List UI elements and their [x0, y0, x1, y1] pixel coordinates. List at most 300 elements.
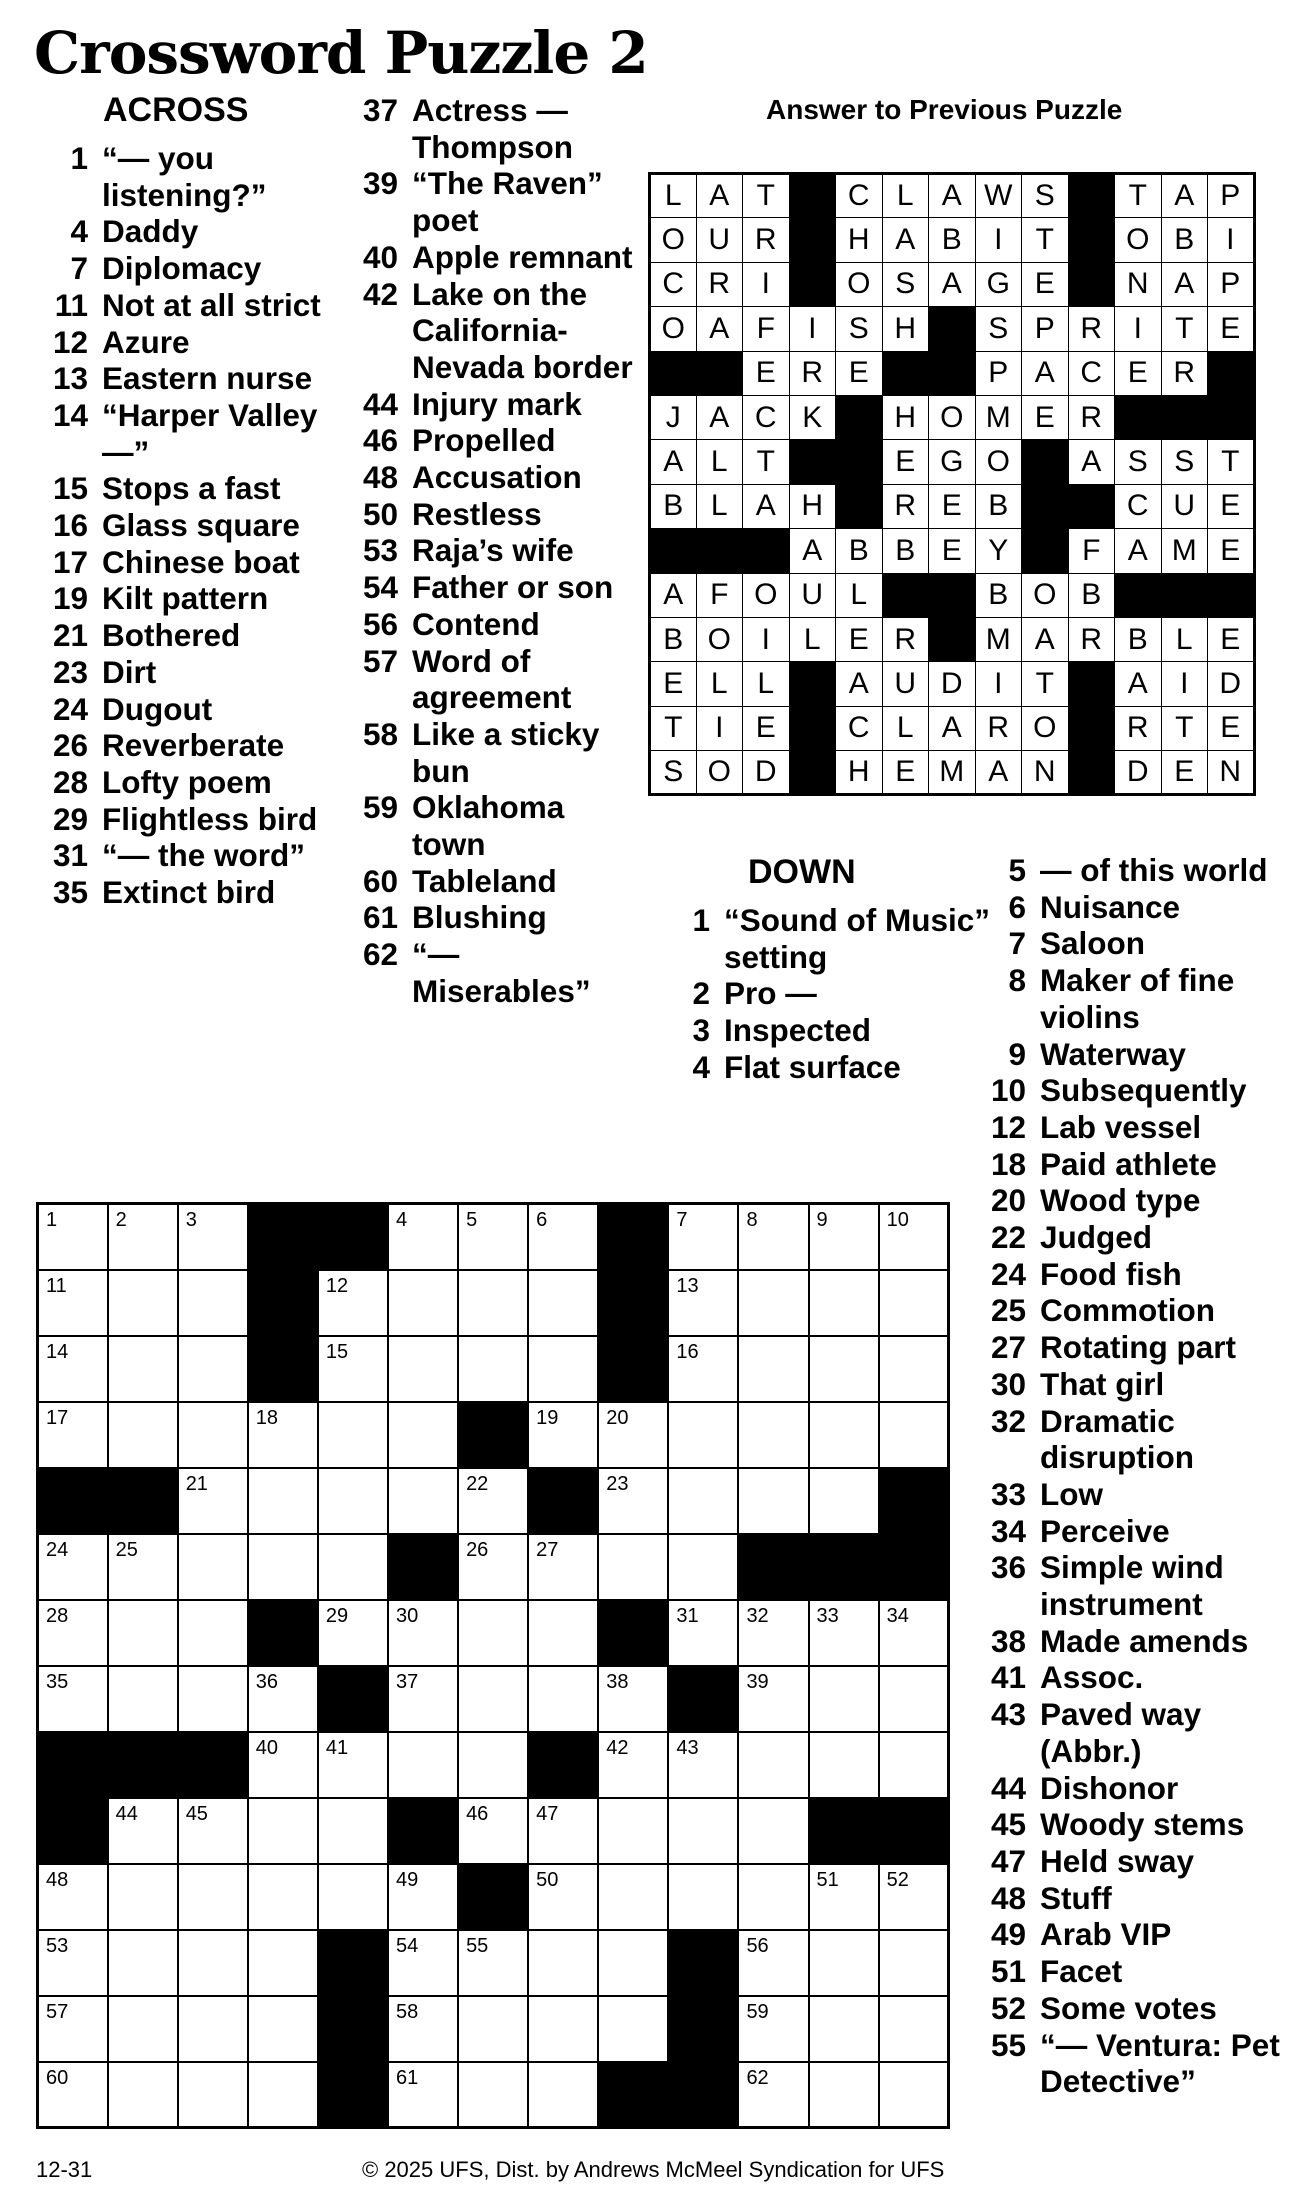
answer-cell: G [929, 440, 976, 484]
down-clue [976, 1146, 1296, 1183]
answer-cell: T [1022, 662, 1069, 706]
grid-cell[interactable] [38, 1930, 108, 1996]
grid-cell[interactable] [248, 1534, 318, 1600]
cell-number: 35 [46, 1670, 69, 1693]
grid-cell[interactable] [458, 1600, 528, 1666]
grid-cell[interactable] [458, 1204, 528, 1270]
clue-number: 48 [990, 1879, 1026, 1916]
grid-cell[interactable] [108, 1336, 178, 1402]
grid-cell[interactable] [388, 1600, 458, 1666]
grid-cell[interactable] [38, 1402, 108, 1468]
cell-number: 54 [395, 1934, 419, 1957]
answer-cell: S [836, 307, 883, 351]
cell-number: 33 [816, 1604, 839, 1627]
answer-black-square [743, 529, 790, 573]
grid-cell[interactable] [879, 1732, 949, 1798]
cell-number: 55 [466, 1934, 489, 1957]
grid-cell[interactable] [809, 1666, 879, 1732]
grid-cell[interactable] [38, 1600, 108, 1666]
grid-cell[interactable] [318, 1336, 388, 1402]
clue-number: 35 [52, 874, 88, 911]
answer-cell: P [975, 351, 1022, 395]
across-clue [346, 569, 646, 606]
down-clue [660, 1049, 990, 1086]
answer-cell: B [975, 484, 1022, 528]
grid-cell[interactable] [178, 1534, 248, 1600]
black-square [318, 1930, 388, 1996]
clue-text: Flat surface [724, 1048, 901, 1085]
grid-cell[interactable] [388, 1468, 458, 1534]
grid-cell[interactable] [248, 1402, 318, 1468]
grid-cell[interactable] [178, 1468, 248, 1534]
cell-number: 28 [46, 1604, 69, 1627]
grid-cell[interactable] [879, 1204, 949, 1270]
clue-text: Blushing [412, 899, 547, 936]
down-clue [976, 962, 1296, 1035]
grid-cell[interactable] [248, 2062, 318, 2128]
grid-cell[interactable] [178, 1402, 248, 1468]
grid-cell[interactable] [738, 1732, 808, 1798]
clue-text: Accusation [412, 459, 582, 496]
grid-cell[interactable] [598, 1864, 668, 1930]
clue-text: Woody stems [1040, 1806, 1245, 1843]
grid-cell[interactable] [108, 1930, 178, 1996]
across-clue [346, 532, 646, 569]
grid-cell[interactable] [809, 2062, 879, 2128]
cell-number: 2 [115, 1209, 127, 1231]
black-square [598, 2062, 668, 2128]
black-square [879, 1468, 949, 1534]
answer-cell: P [1022, 307, 1069, 351]
grid-cell[interactable] [38, 1270, 108, 1336]
clue-number: 59 [362, 789, 398, 826]
black-square [598, 1600, 668, 1666]
grid-cell[interactable] [248, 1798, 318, 1864]
page-title: Crossword Puzzle 2 [34, 19, 648, 87]
grid-cell[interactable] [178, 1930, 248, 1996]
grid-cell[interactable] [248, 1732, 318, 1798]
black-square [248, 1270, 318, 1336]
across-clue [346, 165, 646, 238]
answer-cell: O [929, 395, 976, 439]
grid-cell[interactable] [388, 1204, 458, 1270]
cell-number: 46 [466, 1802, 489, 1825]
clue-number: 46 [362, 422, 398, 459]
grid-cell[interactable] [458, 1996, 528, 2062]
answer-cell: R [1161, 351, 1208, 395]
clue-number: 15 [52, 470, 88, 507]
answer-black-square [696, 529, 743, 573]
black-square [108, 1732, 178, 1798]
answer-cell: A [836, 662, 883, 706]
grid-cell[interactable] [178, 1600, 248, 1666]
clue-text: — of this world [1040, 852, 1268, 888]
down-clue [976, 1292, 1296, 1329]
grid-cell[interactable] [528, 1204, 598, 1270]
grid-cell[interactable] [38, 1666, 108, 1732]
black-square [809, 1534, 879, 1600]
grid-cell[interactable] [809, 1402, 879, 1468]
answer-black-square [929, 307, 976, 351]
grid-cell[interactable] [178, 1864, 248, 1930]
answer-cell: F [1068, 529, 1115, 573]
answer-cell: L [696, 484, 743, 528]
across-clue [346, 459, 646, 496]
grid-cell[interactable] [598, 1798, 668, 1864]
grid-cell[interactable] [38, 1996, 108, 2062]
across-clue [36, 470, 356, 507]
cell-number: 24 [46, 1538, 69, 1561]
cell-number: 6 [536, 1209, 548, 1231]
grid-cell[interactable] [318, 1600, 388, 1666]
answer-cell: L [789, 617, 836, 661]
grid-cell[interactable] [178, 1270, 248, 1336]
grid-cell[interactable] [738, 1402, 808, 1468]
grid-cell[interactable] [738, 1468, 808, 1534]
answer-cell: L [882, 706, 929, 750]
grid-cell[interactable] [388, 1270, 458, 1336]
grid-cell[interactable] [598, 1534, 668, 1600]
grid-cell[interactable] [738, 2062, 808, 2128]
grid-cell[interactable] [668, 1534, 738, 1600]
grid-cell[interactable] [108, 1402, 178, 1468]
grid-cell[interactable] [318, 1732, 388, 1798]
clue-number: 49 [990, 1916, 1026, 1953]
answer-cell: O [696, 751, 743, 795]
grid-cell[interactable] [809, 1930, 879, 1996]
grid-cell[interactable] [738, 1864, 808, 1930]
cell-number: 1 [46, 1209, 58, 1231]
grid-cell[interactable] [388, 2062, 458, 2128]
grid-cell[interactable] [598, 1996, 668, 2062]
answer-black-square [789, 706, 836, 750]
black-square [318, 1666, 388, 1732]
grid-cell[interactable] [178, 2062, 248, 2128]
grid-cell[interactable] [38, 1336, 108, 1402]
answer-black-square [1208, 395, 1255, 439]
answer-cell: N [1115, 262, 1162, 306]
grid-cell[interactable] [108, 1798, 178, 1864]
grid-cell[interactable] [38, 1864, 108, 1930]
grid-cell[interactable] [108, 1666, 178, 1732]
clue-text: Kilt pattern [102, 580, 269, 617]
clue-number: 37 [362, 92, 398, 128]
grid-cell[interactable] [248, 1468, 318, 1534]
clue-number: 24 [990, 1255, 1026, 1292]
grid-cell[interactable] [458, 1798, 528, 1864]
clue-number: 39 [362, 165, 398, 202]
cell-number: 48 [46, 1868, 69, 1891]
clue-number: 24 [52, 690, 88, 727]
cell-number: 42 [606, 1736, 629, 1759]
answer-black-square [1115, 395, 1162, 439]
clue-text: Facet [1040, 1953, 1123, 1990]
grid-cell[interactable] [528, 1996, 598, 2062]
clue-number: 33 [990, 1475, 1026, 1512]
grid-cell[interactable] [108, 1534, 178, 1600]
answer-black-square [1208, 573, 1255, 617]
grid-cell[interactable] [108, 1600, 178, 1666]
grid-cell[interactable] [809, 1600, 879, 1666]
clue-number: 11 [54, 286, 88, 323]
grid-cell[interactable] [668, 1732, 738, 1798]
down-clue [976, 1696, 1296, 1769]
grid-cell[interactable] [528, 1336, 598, 1402]
grid-cell[interactable] [528, 1864, 598, 1930]
clue-text: Waterway [1040, 1035, 1186, 1072]
grid-cell[interactable] [738, 1600, 808, 1666]
answer-cell: U [789, 573, 836, 617]
grid-cell[interactable] [248, 1930, 318, 1996]
grid-cell[interactable] [318, 1798, 388, 1864]
answer-cell: B [882, 529, 929, 573]
grid-cell[interactable] [598, 1930, 668, 1996]
grid-cell[interactable] [879, 1930, 949, 1996]
answer-cell: H [836, 751, 883, 795]
grid-cell[interactable] [668, 1864, 738, 1930]
clue-number: 62 [362, 936, 398, 973]
grid-cell[interactable] [108, 2062, 178, 2128]
down-clues-column-1 [660, 902, 990, 1086]
grid-cell[interactable] [668, 1798, 738, 1864]
answer-black-square [1068, 706, 1115, 750]
answer-cell: C [836, 174, 883, 218]
black-square [178, 1732, 248, 1798]
grid-cell[interactable] [809, 1204, 879, 1270]
black-square [879, 1534, 949, 1600]
grid-cell[interactable] [458, 1930, 528, 1996]
grid-cell[interactable] [738, 1666, 808, 1732]
clue-text: That girl [1040, 1365, 1165, 1402]
grid-cell[interactable] [388, 1666, 458, 1732]
clue-text: Tableland [412, 862, 557, 899]
across-clue [36, 654, 356, 691]
grid-cell[interactable] [388, 1402, 458, 1468]
clue-number: 42 [362, 275, 398, 312]
clue-text: Stuff [1040, 1879, 1112, 1916]
answer-black-square [1068, 484, 1115, 528]
grid-cell[interactable] [738, 1996, 808, 2062]
answer-cell: B [836, 529, 883, 573]
grid-cell[interactable] [668, 1468, 738, 1534]
answer-black-square [836, 484, 883, 528]
grid-cell[interactable] [809, 1336, 879, 1402]
footer-code: 12-31 [36, 2157, 93, 2182]
grid-cell[interactable] [598, 1468, 668, 1534]
grid-cell[interactable] [879, 1996, 949, 2062]
clue-number: 56 [362, 605, 398, 642]
black-square [668, 1996, 738, 2062]
grid-cell[interactable] [318, 1270, 388, 1336]
grid-cell[interactable] [178, 1996, 248, 2062]
black-square [598, 1336, 668, 1402]
clue-number: 2 [692, 975, 710, 1012]
grid-cell[interactable] [248, 1864, 318, 1930]
clue-text: Lab vessel [1040, 1108, 1202, 1145]
cell-number: 59 [746, 2000, 769, 2023]
grid-cell[interactable] [879, 1402, 949, 1468]
grid-cell[interactable] [528, 1270, 598, 1336]
down-clue [976, 1549, 1296, 1622]
answer-black-square [1068, 262, 1115, 306]
grid-cell[interactable] [809, 1468, 879, 1534]
grid-cell[interactable] [458, 2062, 528, 2128]
grid-cell[interactable] [248, 1996, 318, 2062]
grid-cell[interactable] [458, 1468, 528, 1534]
grid-cell[interactable] [528, 1600, 598, 1666]
answer-cell: A [929, 262, 976, 306]
across-clues-column-2 [346, 92, 646, 1010]
grid-cell[interactable] [879, 1600, 949, 1666]
grid-cell[interactable] [318, 1468, 388, 1534]
cell-number: 10 [886, 1209, 909, 1231]
down-clue [976, 1843, 1296, 1880]
answer-cell: K [789, 395, 836, 439]
grid-cell[interactable] [458, 1336, 528, 1402]
grid-cell[interactable] [668, 1204, 738, 1270]
answer-cell: S [882, 262, 929, 306]
answer-cell: L [836, 573, 883, 617]
cell-number: 18 [255, 1406, 279, 1429]
answer-cell: H [882, 307, 929, 351]
answer-cell: L [743, 662, 790, 706]
answer-black-square [789, 262, 836, 306]
grid-cell[interactable] [528, 1534, 598, 1600]
clue-text: Lofty poem [102, 763, 272, 800]
grid-cell[interactable] [809, 1732, 879, 1798]
answer-cell: L [1161, 617, 1208, 661]
answer-black-square [650, 351, 697, 395]
grid-cell[interactable] [178, 1666, 248, 1732]
answer-cell: A [1161, 262, 1208, 306]
grid-cell[interactable] [738, 1798, 808, 1864]
grid-cell[interactable] [668, 1270, 738, 1336]
answer-cell: A [1068, 440, 1115, 484]
clue-text: Maker of fine violins [1040, 962, 1235, 1035]
cell-number: 30 [395, 1604, 419, 1627]
down-clue [976, 1072, 1296, 1109]
grid-cell[interactable] [738, 1336, 808, 1402]
cell-number: 52 [886, 1868, 909, 1891]
clue-text: “— Ventura: Pet Detective” [1040, 2026, 1280, 2100]
grid-cell[interactable] [38, 2062, 108, 2128]
grid-cell[interactable] [738, 1270, 808, 1336]
across-clue [36, 544, 356, 581]
grid-cell[interactable] [38, 1204, 108, 1270]
answer-cell: T [650, 706, 697, 750]
grid-cell[interactable] [528, 2062, 598, 2128]
answer-cell: S [1115, 440, 1162, 484]
clue-text: “The Raven” poet [412, 165, 603, 239]
clue-number: 21 [52, 617, 88, 654]
grid-cell[interactable] [598, 1402, 668, 1468]
grid-cell[interactable] [598, 1666, 668, 1732]
grid-cell[interactable] [528, 1798, 598, 1864]
grid-cell[interactable] [738, 1930, 808, 1996]
answer-cell: A [975, 751, 1022, 795]
clue-number: 18 [990, 1145, 1026, 1182]
grid-cell[interactable] [108, 1996, 178, 2062]
cell-number: 32 [746, 1604, 769, 1627]
grid-cell[interactable] [879, 1270, 949, 1336]
answer-cell: E [650, 662, 697, 706]
clue-number: 7 [1008, 925, 1026, 962]
grid-cell[interactable] [458, 1732, 528, 1798]
grid-cell[interactable] [879, 2062, 949, 2128]
clue-text: Dugout [102, 690, 213, 727]
grid-cell[interactable] [458, 1534, 528, 1600]
grid-cell[interactable] [668, 1336, 738, 1402]
grid-cell[interactable] [668, 1600, 738, 1666]
answer-cell: Y [975, 529, 1022, 573]
clue-text: Diplomacy [102, 250, 262, 287]
clue-number: 28 [52, 763, 88, 800]
across-clue [346, 643, 646, 716]
grid-cell[interactable] [388, 1732, 458, 1798]
grid-cell[interactable] [388, 1996, 458, 2062]
grid-cell[interactable] [528, 1402, 598, 1468]
clue-text: Judged [1040, 1219, 1153, 1256]
grid-cell[interactable] [318, 1402, 388, 1468]
grid-cell[interactable] [318, 1864, 388, 1930]
answer-cell: S [975, 307, 1022, 351]
answer-black-square [1208, 351, 1255, 395]
answer-cell: S [650, 751, 697, 795]
answer-cell: L [882, 174, 929, 218]
black-square [248, 1336, 318, 1402]
grid-cell[interactable] [248, 1666, 318, 1732]
grid-cell[interactable] [809, 1996, 879, 2062]
grid-cell[interactable] [108, 1270, 178, 1336]
answer-cell: A [929, 706, 976, 750]
down-clue [976, 1916, 1296, 1953]
grid-cell[interactable] [178, 1336, 248, 1402]
across-header: ACROSS [103, 91, 249, 129]
grid-cell[interactable] [528, 1666, 598, 1732]
grid-cell[interactable] [178, 1798, 248, 1864]
cell-number: 37 [395, 1670, 419, 1693]
clue-text: Nuisance [1040, 888, 1181, 925]
grid-cell[interactable] [388, 1930, 458, 1996]
grid-cell[interactable] [388, 1864, 458, 1930]
clue-text: Contend [412, 605, 540, 642]
grid-cell[interactable] [38, 1534, 108, 1600]
across-clue [346, 422, 646, 459]
grid-cell[interactable] [458, 1270, 528, 1336]
grid-cell[interactable] [108, 1864, 178, 1930]
grid-cell[interactable] [178, 1204, 248, 1270]
grid-cell[interactable] [879, 1336, 949, 1402]
clue-number: 41 [990, 1659, 1026, 1696]
grid-cell[interactable] [528, 1930, 598, 1996]
clue-text: Inspected [724, 1012, 872, 1049]
answer-cell: G [975, 262, 1022, 306]
grid-cell[interactable] [738, 1204, 808, 1270]
grid-cell[interactable] [879, 1666, 949, 1732]
grid-cell[interactable] [598, 1732, 668, 1798]
grid-cell[interactable] [879, 1864, 949, 1930]
answer-black-square [1068, 174, 1115, 218]
grid-cell[interactable] [809, 1270, 879, 1336]
grid-cell[interactable] [809, 1864, 879, 1930]
clue-number: 23 [52, 653, 88, 690]
grid-cell[interactable] [458, 1666, 528, 1732]
grid-cell[interactable] [108, 1204, 178, 1270]
clue-text: Assoc. [1040, 1659, 1144, 1696]
grid-cell[interactable] [318, 1534, 388, 1600]
grid-cell[interactable] [668, 1402, 738, 1468]
grid-cell[interactable] [388, 1336, 458, 1402]
